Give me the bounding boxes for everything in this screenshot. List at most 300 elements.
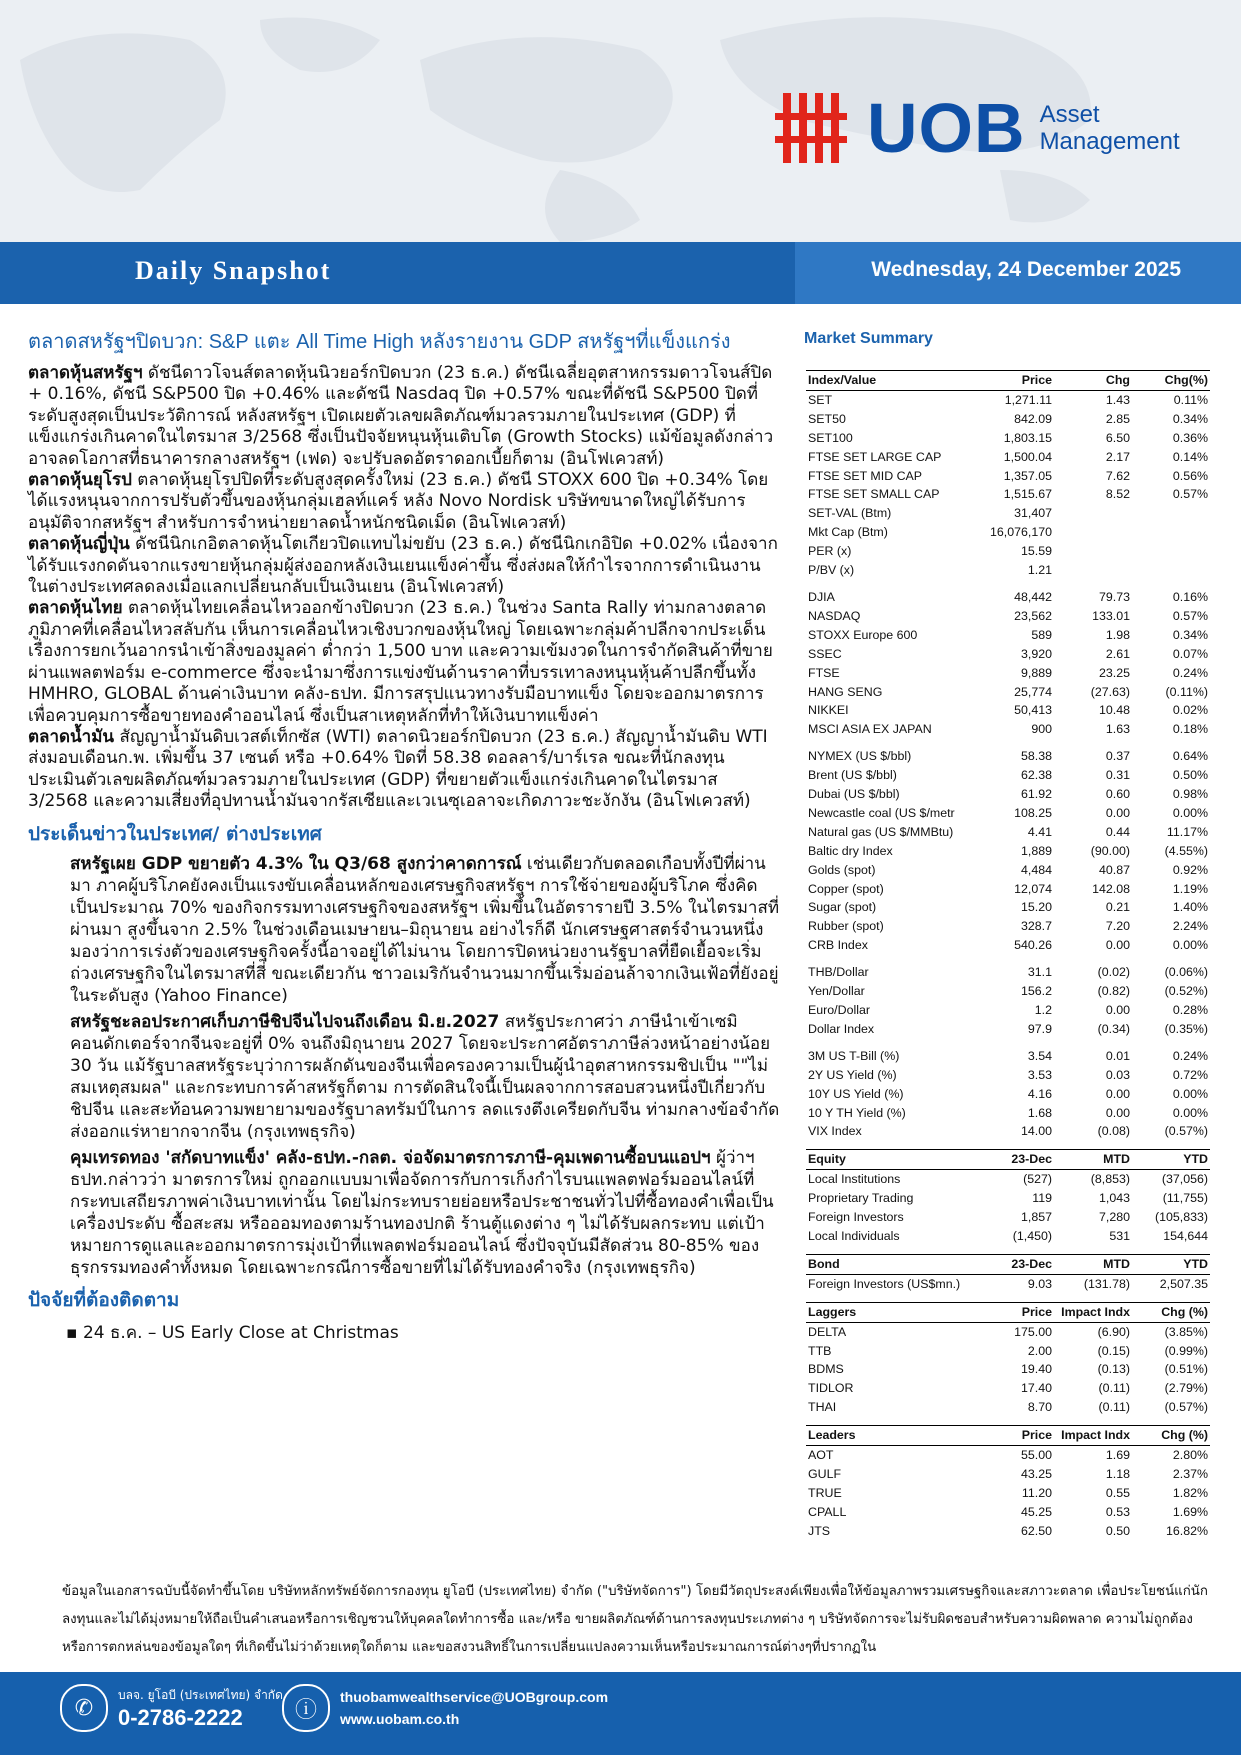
row-label: TRUE [808,1485,842,1500]
uob-logo-mark-icon [775,93,857,163]
table-row [806,1360,1210,1379]
row-value: 0.07% [1172,646,1208,661]
page-title: Daily Snapshot [135,256,332,285]
table-row [806,1170,1210,1189]
row-value: 58.38 [1020,749,1052,764]
row-label: FTSE [808,665,840,680]
table-row [806,1446,1210,1465]
row-value: (0.15) [1097,1343,1130,1358]
news-label: คุมเทรดทอง 'สกัดบาทแข็ง' คลัง-ธปท.-กลต. จ่อจัดมาตรการภาษี-คุมเพดานซื้อบนแอปฯ [70,1147,711,1168]
table-header-row [806,1426,1210,1446]
table-row [806,720,1210,739]
row-label: PER (x) [808,544,852,559]
table-row [806,485,1210,504]
table-row [806,1020,1210,1039]
row-value: 0.01 [1105,1048,1130,1063]
row-value: 1.19% [1172,881,1208,896]
table-row [806,701,1210,720]
row-label: FTSE SET MID CAP [808,468,923,483]
table-row [806,1322,1210,1341]
news-heading: ประเด็นข่าวในประเทศ/ ต่างประเทศ [28,822,322,845]
row-value: 1.69% [1172,1504,1208,1519]
row-value: 2.37% [1172,1466,1208,1481]
table-row [806,963,1210,982]
row-label: CPALL [808,1504,847,1519]
row-value: 2.00 [1027,1343,1052,1358]
row-value: (4.55%) [1164,843,1208,858]
row-value: 2.24% [1172,919,1208,934]
market-summary-title: Market Summary [804,330,933,347]
row-value: 3.53 [1027,1067,1052,1082]
row-value [1054,523,1132,542]
row-value: 7,280 [1098,1210,1130,1225]
row-label: MSCI ASIA EX JAPAN [808,722,932,737]
row-value: (0.34) [1097,1021,1130,1036]
row-value: 1.18 [1105,1466,1130,1481]
row-value: Price [976,1302,1054,1322]
disclaimer: ข้อมูลในเอกสารฉบับนี้จัดทำขึ้นโดย บริษัทหลักทรัพย์จัดการกองทุน ยูโอบี (ประเทศไทย) จำกัด ("บริษัทจัดการ") โดยมีวัตถุประสงค์เพียงเพื่อให้ข้อมูลภาพรวมเศรษฐกิจและสภาวะตลาด เพื่อประโยชน์แก่นักลงทุนและไม่ได้มุ่งหมายให้ถือเป็นคำเสนอหรือการเชิญชวนให้บุคคลใดทำการซื้อ และ/หรือ ขายผลิตภัณฑ์ด้านการลงทุนประเภทต่าง ๆ บริษัทจัดการจะไม่รับผิดชอบสำหรับความผิดพลาด ความไม่ถูกต้อง หรือการตกหล่นของข้อมูลใดๆ ที่เกิดขึ้นไม่ว่าด้วยเหตุใดก็ตาม และขอสงวนสิทธิ์ในการเปลี่ยนแปลงความเห็นหรือประมาณการณ์ต่างๆที่ปรากฏใน [62,1584,1208,1655]
row-value: 1.2 [1034,1003,1052,1017]
table-row [806,1484,1210,1503]
row-value: 589 [1031,627,1052,642]
row-label: NASDAQ [808,608,861,623]
info-icon: ⓘ [282,1684,330,1732]
row-value: 3.54 [1027,1048,1052,1063]
row-value: 1,043 [1098,1191,1130,1206]
row-label: DJIA [808,589,835,604]
row-value: 1,357.05 [1003,468,1052,483]
row-value: (8,853) [1090,1172,1130,1187]
row-value: Chg [1054,371,1132,391]
row-label: 2Y US Yield (%) [808,1067,897,1082]
market-label: ตลาดหุ้นไทย [28,598,123,619]
row-value: 0.00% [1172,805,1208,820]
row-value: 11.17% [1166,824,1208,839]
row-value: 8.70 [1027,1400,1052,1415]
row-value: MTD [1054,1150,1132,1170]
table-row [806,1398,1210,1417]
row-value: 0.34% [1172,627,1208,642]
news-text: เช่นเดียวกับตลอดเกือบทั้งปีที่ผ่านมา ภาคผู้บริโภคยังคงเป็นแรงขับเคลื่อนหลักของเศรษฐกิจสหรัฐฯ การใช้จ่ายของผู้บริโภค ซึ่งคิดเป็นประมาณ 70% ของกิจกรรมทางเศรษฐกิจของสหรัฐฯ เพิ่มขึ้นในอัตรารายปี 3.5% ในไตรมาสที่ผ่านมา สูงขึ้นจาก 2.5% ในช่วงเดือนเมษายน–มิถุนายน อย่างไรก็ดี นักเศรษฐศาสตร์จำนวนหนึ่งมองว่าการเร่งตัวของเศรษฐกิจครั้งนี้อาจอยู่ได้ไม่นาน โดยการปิดหน่วยงานรัฐบาลที่ยืดเยื้อจะเริ่มถ่วงเศรษฐกิจในไตรมาสที่สี่ ขณะเดียวกัน ชาวอเมริกันจำนวนมากขึ้นเริ่มอ่อนล้าจากเงินเฟ้อที่ยังอยู่ในระดับสูง (Yahoo Finance) [70,853,780,1006]
row-label: Brent (US $/bbl) [808,768,897,783]
row-label: Newcastle coal (US $/metr [808,805,955,820]
row-label: Index/Value [806,371,976,391]
main-content [28,325,780,1346]
table-header-row [806,1254,1210,1274]
row-value: 0.36% [1172,430,1208,445]
footer-company: บลจ. ยูโอบี (ประเทศไทย) จำกัด [118,1687,283,1702]
row-label: GULF [808,1466,842,1481]
row-label: Foreign Investors (US$mn.) [808,1276,961,1291]
row-label: DELTA [808,1324,847,1339]
row-value: 0.02% [1172,703,1208,718]
row-label: BDMS [808,1362,844,1377]
footer-contact [60,1684,283,1732]
row-label: Equity [806,1150,976,1170]
row-value: 8.52 [1105,487,1130,502]
row-label: Mkt Cap (Btm) [808,525,888,540]
table-row [806,626,1210,645]
table-row [806,645,1210,664]
phone-icon: ✆ [60,1684,108,1732]
row-value: 62.50 [1020,1523,1052,1538]
market-summary-table [806,370,1210,1541]
row-value: 119 [1032,1191,1052,1206]
row-value [1054,561,1132,580]
logo-wordmark: UOB [867,89,1026,167]
table-row [806,1503,1210,1522]
table-row [806,1047,1210,1066]
row-value [1132,542,1210,561]
row-value: 2.17 [1105,449,1130,464]
market-label: ตลาดหุ้นสหรัฐฯ [28,363,143,383]
row-value: 4.16 [1027,1086,1052,1101]
row-value: 48,442 [1014,589,1052,604]
row-value: 43.25 [1020,1466,1052,1481]
market-paragraph [28,470,780,534]
market-paragraph [28,727,780,813]
uob-logo [775,89,1180,167]
row-value: 0.98% [1172,787,1208,802]
table-row [806,410,1210,429]
row-value: 0.24% [1172,665,1208,680]
row-value: 23,562 [1014,608,1052,623]
row-label: Dubai (US $/bbl) [808,787,900,802]
row-value: Impact Indx [1054,1302,1132,1322]
row-value: 45.25 [1020,1504,1052,1519]
row-value: 31,407 [1014,506,1052,521]
row-label: SSEC [808,646,842,661]
table-row [806,804,1210,823]
table-header-row [806,1150,1210,1170]
table-row [806,842,1210,861]
table-row [806,429,1210,448]
table-row [806,982,1210,1001]
table-row [806,1001,1210,1020]
logo-sub-asset: Asset [1039,101,1100,128]
market-text: สัญญาน้ำมันดิบเวสต์เท็กซัส (WTI) ตลาดนิวยอร์กปิดบวก (23 ธ.ค.) สัญญาน้ำมันดิบ WTI ส่งมอบเดือนก.พ. เพิ่มขึ้น 37 เซนต์ หรือ +0.64% ปิดที่ 58.38 ดอลลาร์/บาร์เรล ขณะที่นักลงทุนประเมินตัวเลขผลิตภัณฑ์มวลรวมภายในประเทศ (GDP) ที่ขยายตัวแข็งแกร่งเกินคาดในไตรมาส 3/2568 และความเสี่ยงที่อุปทานน้ำมันจากรัสเซียและเวเนซุเอลาจะเกิดภาวะชะงักงัน (อินโฟเควสท์) [28,726,768,812]
table-row [806,1122,1210,1141]
row-label: FTSE SET LARGE CAP [808,449,942,464]
watch-item: ▪ 24 ธ.ค. – US Early Close at Christmas [66,1322,399,1343]
news-label: สหรัฐชะลอประกาศเก็บภาษีชิปจีนไปจนถึงเดือน มิ.ย.2027 [70,1011,500,1032]
row-value: 2,507.35 [1159,1276,1208,1291]
row-value: 1.63 [1105,722,1130,737]
table-row [806,1104,1210,1123]
row-value: 0.00 [1105,1086,1130,1101]
row-label: Bond [806,1254,976,1274]
row-value: (27.63) [1090,684,1130,699]
table-row [806,390,1210,409]
row-value: 1,803.15 [1003,430,1052,445]
row-value: 15.20 [1020,900,1052,915]
row-value: 15.59 [1020,544,1052,559]
row-label: NYMEX (US $/bbl) [808,749,912,764]
row-value [1054,504,1132,523]
row-value: 842.09 [1014,411,1052,426]
row-value: 61.92 [1020,787,1052,802]
row-label: TIDLOR [808,1381,854,1396]
row-value: (90.00) [1090,843,1130,858]
row-value: 531 [1109,1228,1130,1243]
row-value: 0.57% [1172,608,1208,623]
spacer-row [806,580,1210,588]
row-value: (2.79%) [1164,1381,1208,1396]
row-value: 6.50 [1105,430,1130,445]
spacer-row [806,1039,1210,1047]
news-item [70,1147,780,1279]
row-value: 0.00% [1172,938,1208,953]
row-value: (0.11%) [1165,684,1208,699]
row-value: (0.11) [1098,1400,1130,1415]
row-label: Foreign Investors [808,1210,904,1225]
row-label: Sugar (spot) [808,900,877,915]
spacer-row [806,955,1210,963]
row-value: 0.21 [1105,900,1130,915]
market-text: ตลาดหุ้นยุโรปปิดที่ระดับสูงสุดครั้งใหม่ (23 ธ.ค.) ดัชนี STOXX 600 ปิด +0.34% โดยได้แรงหนุนจากการปรับตัวขึ้นของหุ้นกลุ่มเฮลท์แคร์ หลัง Novo Nordisk บริษัทขนาดใหญ่ได้รับการอนุมัติจากสหรัฐฯ สำหรับการจำหน่ายยาลดน้ำหนักชนิดเม็ด (อินโฟเควสท์) [28,470,769,533]
row-value: 133.01 [1092,608,1130,623]
row-value: 1.69 [1105,1448,1130,1463]
spacer-row [806,1294,1210,1303]
footer-web [282,1684,608,1732]
row-label: 10Y US Yield (%) [808,1086,904,1101]
row-value: (0.13) [1097,1362,1130,1377]
row-value: Impact Indx [1054,1426,1132,1446]
row-label: FTSE SET SMALL CAP [808,487,940,502]
table-row [806,467,1210,486]
row-value: 1,271.11 [1004,392,1052,407]
row-label: STOXX Europe 600 [808,627,918,642]
row-value: (0.08) [1097,1124,1130,1139]
row-value: (37,056) [1161,1172,1208,1187]
row-label: P/BV (x) [808,563,855,578]
row-label: JTS [808,1523,831,1538]
row-value: (6.90) [1097,1324,1130,1339]
row-value: 156.2 [1020,984,1052,999]
row-value: 1.68 [1027,1105,1052,1120]
row-value: 0.56% [1172,468,1208,483]
table-row [806,683,1210,702]
row-value: Chg(%) [1132,371,1210,391]
row-label: AOT [808,1448,834,1463]
row-value: 4,484 [1020,862,1052,877]
row-value: 1,500.04 [1003,449,1052,464]
row-label: Natural gas (US $/MMBtu) [808,824,954,839]
watch-item-text: 24 ธ.ค. – US Early Close at Christmas [82,1322,399,1343]
table-row [806,766,1210,785]
table-row [806,588,1210,607]
row-value: (0.06%) [1164,965,1208,980]
row-label: THB/Dollar [808,965,869,980]
row-label: Yen/Dollar [808,984,865,999]
row-value: 16,076,170 [989,525,1052,540]
table-row [806,823,1210,842]
row-value: Chg (%) [1132,1426,1210,1446]
row-value: 0.00% [1172,1105,1208,1120]
table-row [806,664,1210,683]
row-value: 108.25 [1014,805,1052,820]
row-value: 0.00 [1105,1105,1130,1120]
row-value: 1.82% [1172,1485,1208,1500]
row-label: Leaders [806,1426,976,1446]
logo-sub-management: Management [1039,128,1180,155]
row-label: SET [808,392,833,407]
market-summary-panel [806,370,1210,1541]
row-value: 0.53 [1105,1504,1130,1519]
row-value: 328.7 [1020,919,1052,934]
row-value: 0.57% [1172,487,1208,502]
table-row [806,607,1210,626]
row-value: 0.37 [1105,749,1130,764]
row-value: 2.80% [1172,1448,1208,1463]
table-row [806,1085,1210,1104]
row-value: 0.44 [1105,824,1130,839]
row-value: (0.51%) [1164,1362,1208,1377]
row-value: 7.20 [1105,919,1130,934]
row-value: 16.82% [1165,1523,1208,1538]
row-label: Dollar Index [808,1021,875,1036]
row-value: 0.55 [1105,1485,1130,1500]
row-value: 10.48 [1098,703,1130,718]
row-value: 1.21 [1027,563,1052,578]
row-value: 0.00 [1105,1003,1130,1017]
row-value: 55.00 [1020,1448,1052,1463]
row-value: 0.60 [1105,787,1130,802]
row-value: 3,920 [1020,646,1052,661]
row-label: THAI [808,1400,837,1415]
row-label: Euro/Dollar [808,1003,870,1017]
row-label: SET100 [808,430,853,445]
row-value: 0.00 [1105,938,1130,953]
table-row [806,504,1210,523]
row-value: 1.40% [1172,900,1208,915]
row-label: Local Institutions [808,1172,901,1187]
row-value: 9.03 [1027,1276,1052,1291]
table-row [806,747,1210,766]
table-row [806,917,1210,936]
table-row [806,1465,1210,1484]
row-value: (0.52%) [1164,984,1208,999]
row-label: Copper (spot) [808,881,884,896]
row-value: Price [976,371,1054,391]
table-row [806,448,1210,467]
table-row [806,542,1210,561]
row-value: 1.43 [1105,392,1130,407]
row-value: 14.00 [1020,1124,1052,1139]
row-value: MTD [1054,1254,1132,1274]
row-value: 0.28% [1172,1003,1208,1017]
row-value: (0.82) [1097,984,1130,999]
row-value: 79.73 [1098,589,1130,604]
news-text: ผู้ว่าฯ ธปท.กล่าวว่า มาตรการใหม่ ถูกออกแบบมาเพื่อจัดการกับการเก็งกำไรบนแพลตฟอร์มออนไลน์ที่กระทบเสถียรภาพค่าเงินบาทเท่านั้น โดยไม่กระทบรายย่อยหรือประชาชนทั่วไปที่ซื้อทองคำเพื่อเป็นเครื่องประดับ ซื้อสะสม หรือออมทองตามร้านทองปกติ ร้านตู้แดงต่าง ๆ ไม่ได้รับผลกระทบ แต่เป้าหมายการดูแลและออกมาตรการมุ่งเป้าที่แพลตฟอร์มออนไลน์ ซึ่งปัจจุบันมีสัดส่วน 80-85% ของธุรกรรมทองคำทั้งหมด โดยเฉพาะกรณีการซื้อขายที่ไม่ได้รับทองคำจริง (กรุงเทพธุรกิจ) [70,1147,774,1278]
row-value: 4.41 [1027,824,1052,839]
row-value: 11.20 [1021,1485,1052,1500]
row-value: 2.61 [1105,646,1130,661]
row-value: 97.9 [1027,1021,1052,1036]
footer-phone[interactable]: 0-2786-2222 [118,1704,243,1730]
row-value: Price [976,1426,1054,1446]
watch-heading: ปัจจัยที่ต้องติดตาม [28,1288,180,1311]
row-value: (0.02) [1097,965,1130,980]
row-value: 0.50% [1172,768,1208,783]
row-value: (131.78) [1083,1276,1130,1291]
spacer-row [806,1141,1210,1150]
news-text: สหรัฐประกาศว่า ภาษีนำเข้าเซมิคอนดักเตอร์จากจีนจะอยู่ที่ 0% จนถึงมิถุนายน 2027 โดยจะประกาศอัตราภาษีล่วงหน้าอย่างน้อย 30 วัน แม้รัฐบาลสหรัฐระบุว่าการผลักดันของจีนเพื่อครองความเป็นผู้นำอุตสาหกรรมชิปเป็น ""ไม่สมเหตุสมผล" และกระทบการค้าสหรัฐก็ตาม การตัดสินใจนี้เป็นผลจากการสอบสวนหนึ่งปีเกี่ยวกับชิปจีน และสะท้อนความพยายามของรัฐบาลทรัมป์ในการ ลดแรงตึงเครียดกับจีน ท่ามกลางข้อจำกัดส่งออกแร่หายากจากจีน (กรุงเทพธุรกิจ) [70,1011,780,1142]
market-paragraph [28,534,780,598]
table-row [806,1342,1210,1361]
table-row [806,1066,1210,1085]
spacer-row [806,1417,1210,1426]
spacer-row [806,1246,1210,1255]
row-value: 23-Dec [976,1254,1054,1274]
table-row [806,1208,1210,1227]
row-value: 7.62 [1105,468,1130,483]
row-value: 0.00 [1105,805,1130,820]
row-label: SET50 [808,411,846,426]
footer-website[interactable]: www.uobam.co.th [340,1711,460,1727]
row-value: 0.64% [1172,749,1208,764]
row-value: (0.11) [1098,1381,1130,1396]
row-value: 9,889 [1020,665,1052,680]
row-label: Laggers [806,1302,976,1322]
row-value: YTD [1132,1254,1210,1274]
table-row [806,936,1210,955]
row-value: 2.85 [1105,411,1130,426]
row-value [1132,504,1210,523]
footer-email[interactable]: thuobamwealthservice@UOBgroup.com [340,1689,609,1705]
table-row [806,1227,1210,1246]
row-label: TTB [808,1343,832,1358]
row-label: CRB Index [808,938,868,953]
row-value: (0.35%) [1164,1021,1208,1036]
row-value: 1.98 [1105,627,1130,642]
row-label: Rubber (spot) [808,919,884,934]
row-value: 0.18% [1172,722,1208,737]
table-row [806,785,1210,804]
table-row [806,523,1210,542]
row-value: (0.99%) [1164,1343,1208,1358]
row-value: (105,833) [1154,1210,1208,1225]
row-label: VIX Index [808,1124,862,1139]
row-value: 175.00 [1014,1324,1052,1339]
row-value [1132,561,1210,580]
table-row [806,561,1210,580]
row-value: 0.72% [1172,1067,1208,1082]
logo-subtitle [1026,101,1180,155]
row-value: 0.00% [1172,1086,1208,1101]
spacer-row [806,739,1210,747]
table-row [806,1379,1210,1398]
row-label: Baltic dry Index [808,843,893,858]
row-value: 17.40 [1020,1381,1052,1396]
row-value: 23.25 [1098,665,1130,680]
row-value: (3.85%) [1164,1324,1208,1339]
table-header-row [806,1302,1210,1322]
row-value: 62.38 [1020,768,1052,783]
row-value: 19.40 [1020,1362,1052,1377]
market-label: ตลาดหุ้นญี่ปุ่น [28,534,130,555]
table-row [806,1522,1210,1541]
market-paragraph [28,598,780,726]
table-row [806,1274,1210,1293]
news-label: สหรัฐเผย GDP ขยายตัว 4.3% ใน Q3/68 สูงกว่าคาดการณ์ [70,853,522,874]
headline: ตลาดสหรัฐฯปิดบวก: S&P แตะ All Time High หลังรายงาน GDP สหรัฐฯที่แข็งแกร่ง [28,331,731,353]
table-row [806,1189,1210,1208]
table-row [806,861,1210,880]
row-value: 0.11% [1173,392,1208,407]
market-label: ตลาดน้ำมัน [28,726,115,747]
row-label: NIKKEI [808,703,849,718]
